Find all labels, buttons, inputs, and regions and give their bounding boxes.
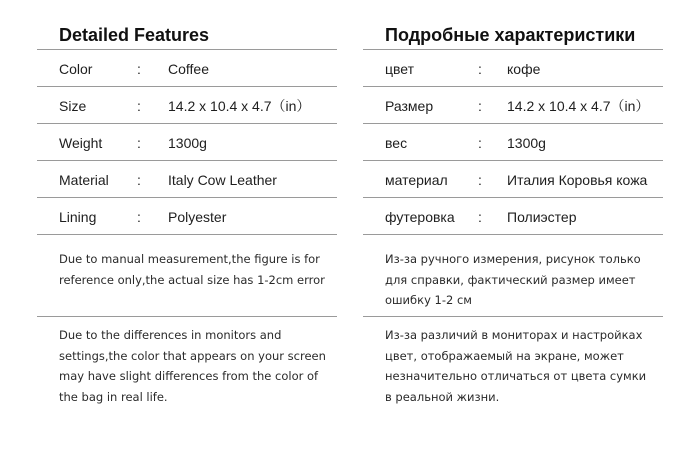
spec-colon: : xyxy=(478,209,482,225)
spec-title-en: Detailed Features xyxy=(37,0,337,50)
spec-row-material xyxy=(37,161,337,198)
measurement-note-ru: Из-за ручного измерения, рисунок только для справки, фактический размер имеет ошибку 1-2 см xyxy=(363,235,663,317)
spec-key: материал xyxy=(385,172,448,188)
spec-key: Size xyxy=(59,98,87,114)
spec-row-weight-ru xyxy=(363,124,663,161)
russian-spec-column xyxy=(363,0,663,407)
spec-key: вес xyxy=(385,135,408,151)
spec-key: футеровка xyxy=(385,209,455,225)
color-note-en: Due to the differences in monitors and settings,the color that appears on your screen may have slight differences from the color of the bag in real life. xyxy=(59,328,326,404)
spec-colon: : xyxy=(478,98,482,114)
spec-colon: : xyxy=(478,135,482,151)
spec-key: Lining xyxy=(59,209,97,225)
spec-colon: : xyxy=(478,172,482,188)
color-note-ru: Из-за различий в мониторах и настройках цвет, отображаемый на экране, может незначительно отличаться от цвета сумки в реальной жизни. xyxy=(385,328,647,404)
spec-colon: : xyxy=(137,61,141,77)
spec-row-size xyxy=(37,87,337,124)
spec-value: Coffee xyxy=(168,61,209,77)
spec-colon: : xyxy=(137,209,141,225)
measurement-note-en: Due to manual measurement,the figure is for reference only,the actual size has 1-2cm error xyxy=(37,235,337,317)
spec-value: 14.2 x 10.4 x 4.7（in） xyxy=(168,98,311,114)
spec-row-weight xyxy=(37,124,337,161)
spec-colon: : xyxy=(478,61,482,77)
spec-row-lining xyxy=(37,198,337,235)
spec-key: Color xyxy=(59,61,93,77)
spec-colon: : xyxy=(137,135,141,151)
spec-colon: : xyxy=(137,172,141,188)
spec-value: Italy Cow Leather xyxy=(168,172,277,188)
spec-value: Полиэстер xyxy=(507,209,577,225)
spec-row-color-ru xyxy=(363,50,663,87)
spec-key: Material xyxy=(59,172,109,188)
spec-row-size-ru xyxy=(363,87,663,124)
spec-row-material-ru xyxy=(363,161,663,198)
spec-value: 14.2 x 10.4 x 4.7（in） xyxy=(507,98,650,114)
spec-value: 1300g xyxy=(168,135,207,151)
english-spec-column xyxy=(37,0,337,407)
spec-value: 1300g xyxy=(507,135,546,151)
spec-title-ru: Подробные характеристики xyxy=(363,0,663,50)
spec-value: Polyester xyxy=(168,209,227,225)
spec-key: цвет xyxy=(385,61,415,77)
spec-value: кофе xyxy=(507,61,541,77)
spec-value: Италия Коровья кожа xyxy=(507,172,648,188)
spec-key: Размер xyxy=(385,98,434,114)
spec-colon: : xyxy=(137,98,141,114)
spec-row-lining-ru xyxy=(363,198,663,235)
spec-row-color xyxy=(37,50,337,87)
spec-key: Weight xyxy=(59,135,103,151)
